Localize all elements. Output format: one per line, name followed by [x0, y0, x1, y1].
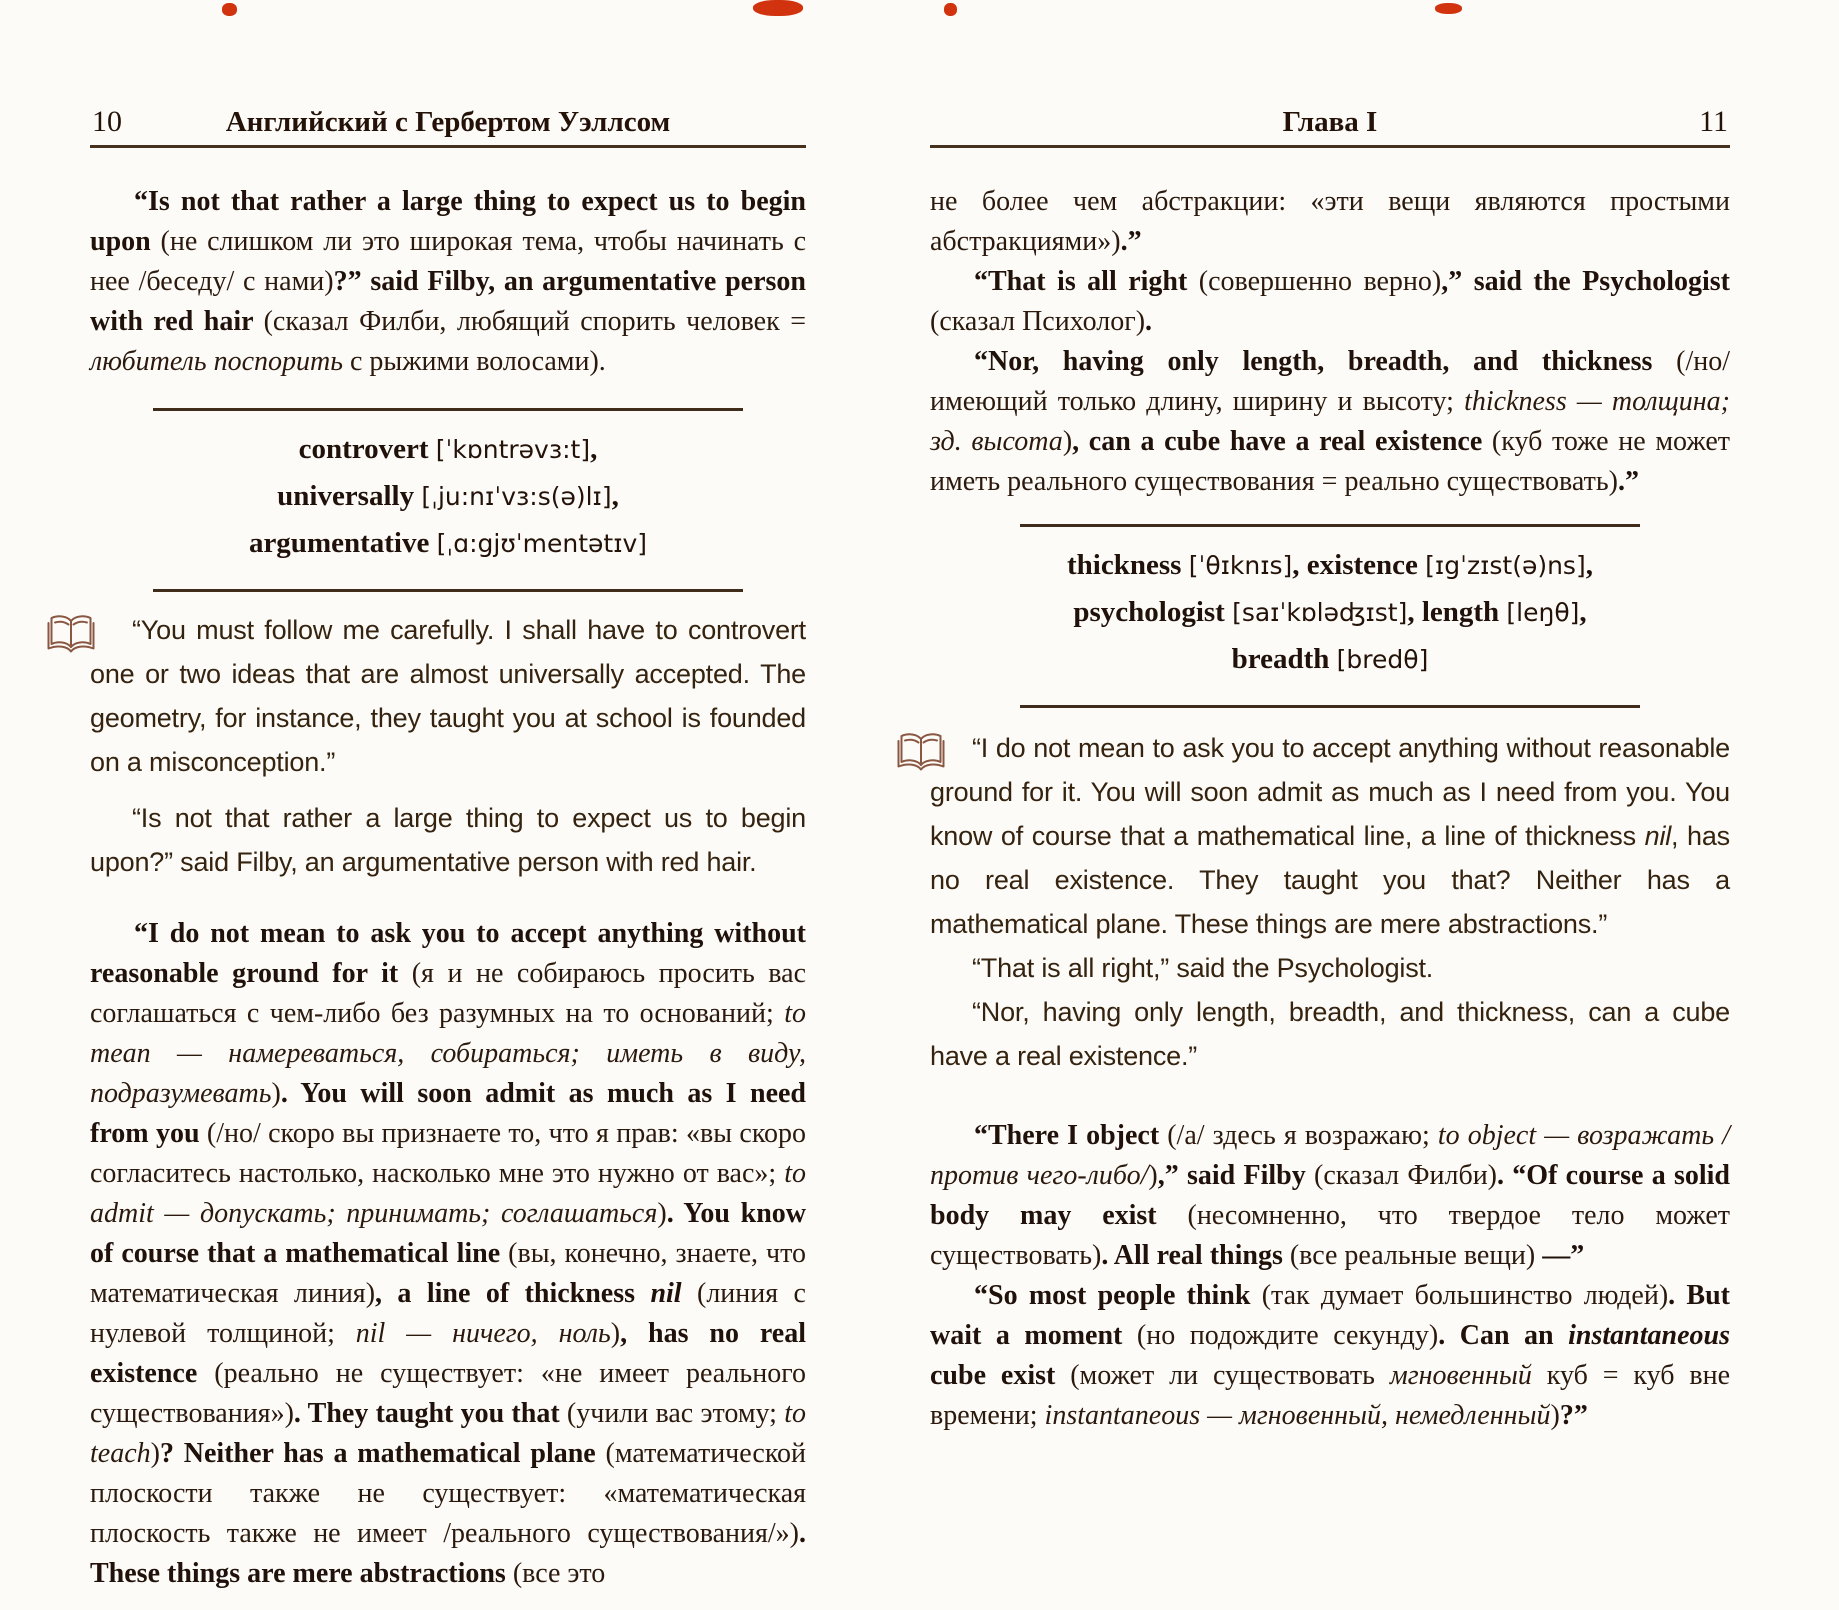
page-header: [90, 102, 806, 148]
running-title: Английский с Гербертом Уэллсом: [225, 106, 671, 138]
paragraph-bilingual: “So most people think (так думает большинство людей). But wait a moment (но подождите секунду). Can an instantaneous cube exist (может ли существовать мгновенный куб = куб вне времени; instantaneous — мгновенный, немедленный)?”: [930, 1280, 1730, 1431]
vocabulary-block: [930, 542, 1730, 683]
vocabulary-line: thickness [ˈθɪknɪs], existence [ɪgˈzɪst(ə)ns],: [1067, 549, 1593, 581]
running-title: Глава I: [1282, 106, 1378, 138]
reading-block: [930, 726, 1730, 946]
scan-red-mark: [1435, 3, 1462, 14]
vocab-divider: [1020, 705, 1640, 708]
vocabulary-line: controvert [ˈkɒntrəvɜ:t],: [298, 433, 598, 465]
vocabulary-line: universally [ˌju:nɪˈvɜ:s(ə)lɪ],: [277, 480, 619, 512]
header-rule: [90, 145, 806, 148]
vocabulary-line: psychologist [saɪˈkɒləʤɪst], length [leŋθ],: [1073, 596, 1587, 628]
paragraph-bilingual: “There I object (/а/ здесь я возражаю; to object — возражать /против чего-либо/),” said Filby (сказал Филби). “Of course a solid body may exist (несомненно, что твердое тело может существовать). All real things (все реальные вещи) —”: [930, 1120, 1731, 1271]
page-left: [90, 102, 806, 1594]
scan-red-mark: [753, 0, 803, 16]
open-book-icon: [896, 731, 946, 780]
scan-red-mark: [944, 3, 957, 16]
vocab-divider: [153, 408, 743, 411]
page-number: 11: [1699, 105, 1728, 138]
vocabulary-line: argumentative [ˌɑ:gjʊˈmentətɪv]: [248, 527, 648, 559]
paragraph-bilingual: “I do not mean to ask you to accept anything without reasonable ground for it (я и не собираюсь просить вас соглашаться с чем-либо без разумных на то оснований; to mean — намереваться, собираться; иметь в виду, подразумевать). You will soon admit as much as I need from you (/но/ скоро вы признаете то, что я прав: «вы скоро согласитесь настолько, насколько мне это нужно от вас»; to admit — допускать; принимать; соглашаться). You know of course that a mathematical line (вы, конечно, знаете, что математическая линия), a line of thickness nil (линия с нулевой толщиной; nil — ничего, ноль), has no real existence (реально не существует: «не имеет реального существования»). They taught you that (учили вас этому; to teach)? Neither has a mathematical plane (математической плоскости также не существует: «математическая плоскость также не имеет /реального существования/»). These things are mere abstractions (все это: [90, 918, 807, 1589]
scan-red-mark: [222, 3, 237, 16]
vocab-divider: [1020, 524, 1640, 527]
vocab-divider: [153, 589, 743, 592]
reading-paragraph: “You must follow me carefully. I shall have to controvert one or two ideas that are almost universally accepted. The geometry, for instance, they taught you at school is founded on a misconception.”: [90, 615, 806, 777]
page-number: 10: [92, 105, 122, 138]
vocabulary-line: breadth [bredθ]: [1231, 643, 1429, 675]
open-book-icon: [46, 613, 96, 662]
reading-paragraph: “Is not that rather a large thing to expect us to begin upon?” said Filby, an argumentative person with red hair.: [90, 803, 806, 877]
page-header: [930, 102, 1730, 148]
paragraph-bilingual: “That is all right (совершенно верно),” said the Psychologist (сказал Психолог).: [930, 266, 1730, 337]
paragraph-bilingual-continued: не более чем абстракции: «эти вещи являются простыми абстракциями»).”: [930, 186, 1730, 257]
vocabulary-block: [90, 426, 806, 567]
reading-paragraph: “I do not mean to ask you to accept anything without reasonable ground for it. You will soon admit as much as I need from you. You know of course that a mathematical line, a line of thickness nil, has no real existence. They taught you that? Neither has a mathematical plane. These things are mere abstractions.”: [930, 733, 1730, 939]
reading-paragraph: “Nor, having only length, breadth, and thickness, can a cube have a real existence.”: [930, 997, 1730, 1071]
paragraph-bilingual: “Nor, having only length, breadth, and thickness (/но/ имеющий только длину, ширину и высоту; thickness — толщина; зд. высота), can a cube have a real existence (куб тоже не может иметь реального существования = реально существовать).”: [930, 346, 1730, 497]
reading-paragraph: “That is all right,” said the Psychologist.: [972, 953, 1434, 983]
paragraph-bilingual: “Is not that rather a large thing to expect us to begin upon (не слишком ли это широкая тема, чтобы начинать с нее /беседу/ с нами)?” said Filby, an argumentative person with red hair (сказал Филби, любящий спорить человек = любитель поспорить с рыжими волосами).: [90, 186, 807, 377]
page-right: [930, 102, 1730, 1436]
header-rule: [930, 145, 1730, 148]
reading-block: [90, 608, 806, 784]
